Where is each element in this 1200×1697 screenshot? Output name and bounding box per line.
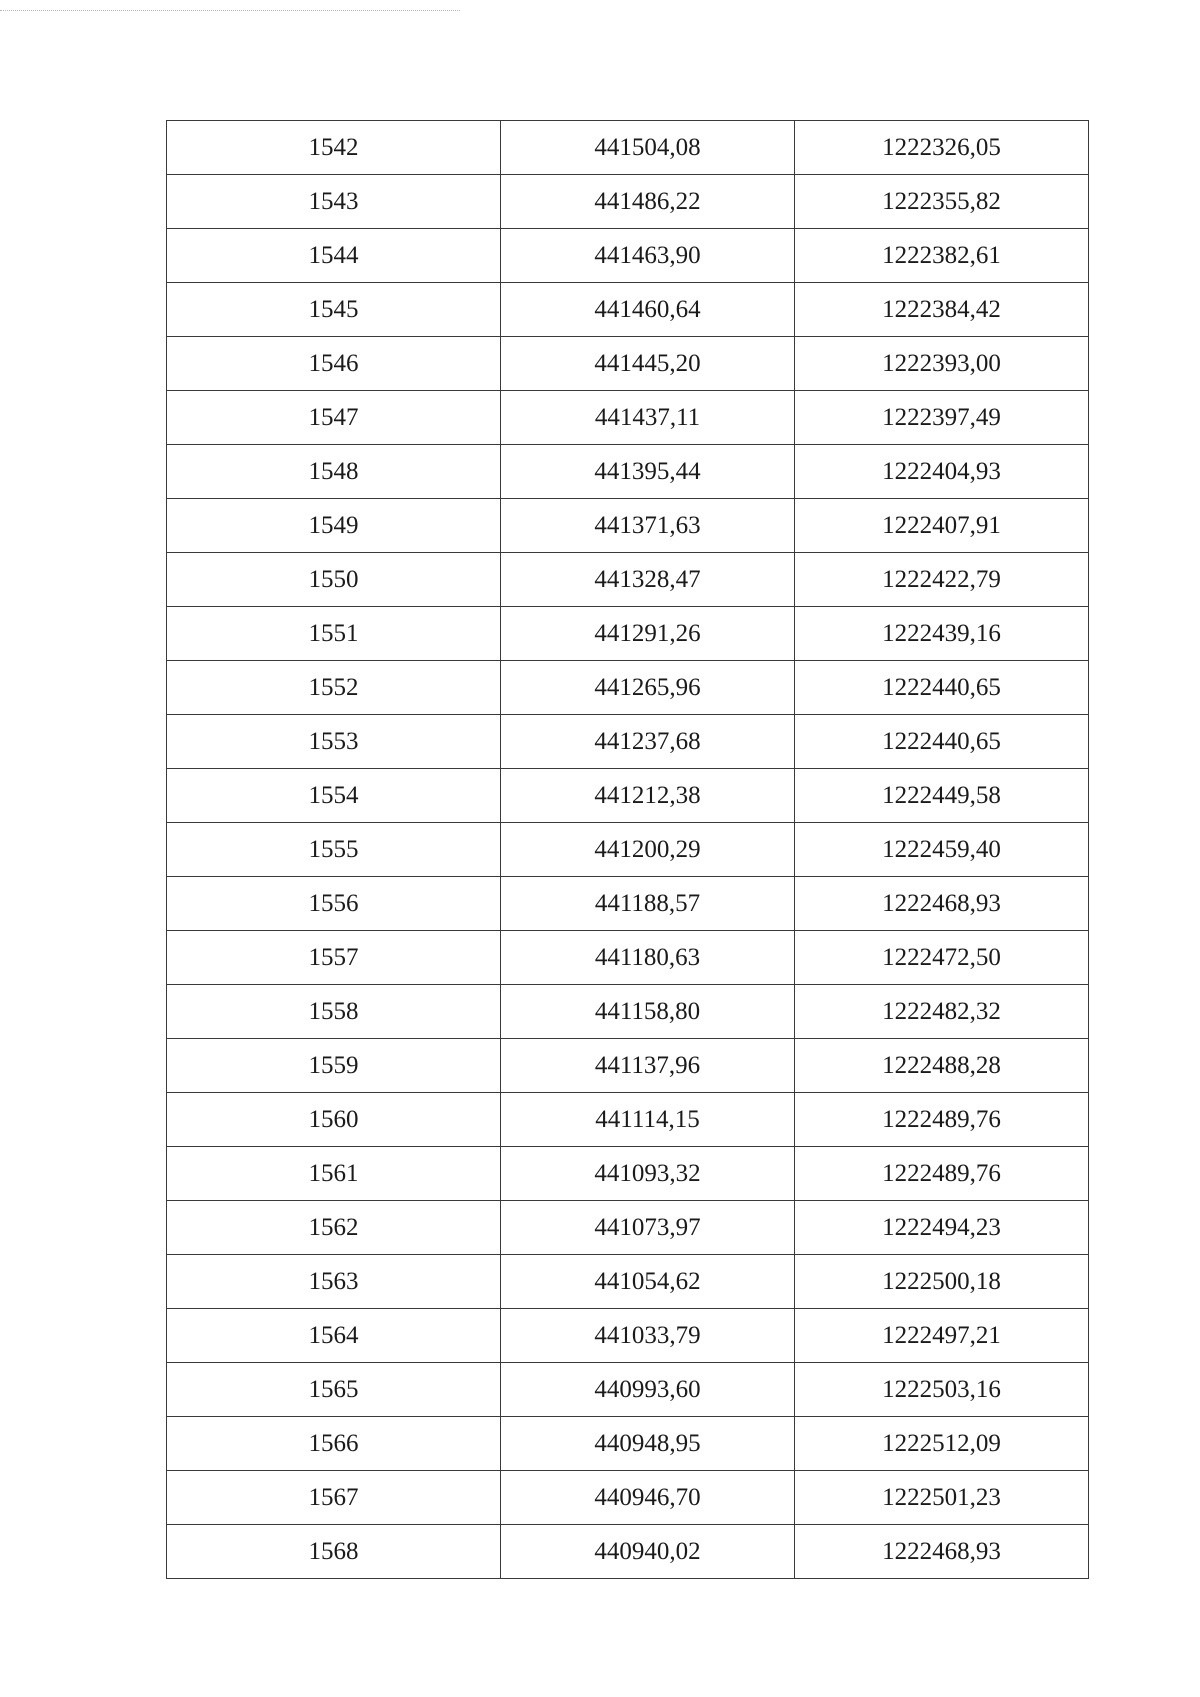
- x-coordinate-cell: 440940,02: [501, 1525, 795, 1579]
- table-row: [167, 931, 1089, 985]
- table-row: [167, 175, 1089, 229]
- table-row: [167, 553, 1089, 607]
- y-coordinate-cell: 1222440,65: [795, 661, 1089, 715]
- point-number-cell: 1542: [167, 121, 501, 175]
- table-row: [167, 391, 1089, 445]
- point-number-cell: 1548: [167, 445, 501, 499]
- x-coordinate-cell: 441395,44: [501, 445, 795, 499]
- y-coordinate-cell: 1222449,58: [795, 769, 1089, 823]
- y-coordinate-cell: 1222500,18: [795, 1255, 1089, 1309]
- y-coordinate-cell: 1222489,76: [795, 1093, 1089, 1147]
- y-coordinate-cell: 1222422,79: [795, 553, 1089, 607]
- x-coordinate-cell: 441265,96: [501, 661, 795, 715]
- point-number-cell: 1564: [167, 1309, 501, 1363]
- table-row: [167, 1093, 1089, 1147]
- table-row: [167, 1309, 1089, 1363]
- y-coordinate-cell: 1222482,32: [795, 985, 1089, 1039]
- point-number-cell: 1543: [167, 175, 501, 229]
- table-row: [167, 985, 1089, 1039]
- x-coordinate-cell: 441114,15: [501, 1093, 795, 1147]
- x-coordinate-cell: 441371,63: [501, 499, 795, 553]
- x-coordinate-cell: 441486,22: [501, 175, 795, 229]
- table-row: [167, 715, 1089, 769]
- x-coordinate-cell: 441504,08: [501, 121, 795, 175]
- point-number-cell: 1550: [167, 553, 501, 607]
- x-coordinate-cell: 441212,38: [501, 769, 795, 823]
- x-coordinate-cell: 441073,97: [501, 1201, 795, 1255]
- x-coordinate-cell: 441158,80: [501, 985, 795, 1039]
- table-row: [167, 1471, 1089, 1525]
- point-number-cell: 1547: [167, 391, 501, 445]
- table-row: [167, 229, 1089, 283]
- point-number-cell: 1568: [167, 1525, 501, 1579]
- point-number-cell: 1559: [167, 1039, 501, 1093]
- y-coordinate-cell: 1222501,23: [795, 1471, 1089, 1525]
- point-number-cell: 1557: [167, 931, 501, 985]
- table-row: [167, 337, 1089, 391]
- table-row: [167, 1255, 1089, 1309]
- y-coordinate-cell: 1222468,93: [795, 1525, 1089, 1579]
- y-coordinate-cell: 1222468,93: [795, 877, 1089, 931]
- point-number-cell: 1562: [167, 1201, 501, 1255]
- table-row: [167, 823, 1089, 877]
- point-number-cell: 1554: [167, 769, 501, 823]
- table-row: [167, 283, 1089, 337]
- x-coordinate-cell: 441437,11: [501, 391, 795, 445]
- y-coordinate-cell: 1222512,09: [795, 1417, 1089, 1471]
- x-coordinate-cell: 441445,20: [501, 337, 795, 391]
- y-coordinate-cell: 1222326,05: [795, 121, 1089, 175]
- table-row: [167, 607, 1089, 661]
- x-coordinate-cell: 441328,47: [501, 553, 795, 607]
- x-coordinate-cell: 441137,96: [501, 1039, 795, 1093]
- y-coordinate-cell: 1222488,28: [795, 1039, 1089, 1093]
- table-row: [167, 661, 1089, 715]
- table-row: [167, 1147, 1089, 1201]
- x-coordinate-cell: 441460,64: [501, 283, 795, 337]
- y-coordinate-cell: 1222459,40: [795, 823, 1089, 877]
- x-coordinate-cell: 441054,62: [501, 1255, 795, 1309]
- table-row: [167, 499, 1089, 553]
- x-coordinate-cell: 441180,63: [501, 931, 795, 985]
- x-coordinate-cell: 440993,60: [501, 1363, 795, 1417]
- table-row: [167, 1039, 1089, 1093]
- y-coordinate-cell: 1222440,65: [795, 715, 1089, 769]
- table-row: [167, 1417, 1089, 1471]
- y-coordinate-cell: 1222382,61: [795, 229, 1089, 283]
- table-row: [167, 121, 1089, 175]
- coordinates-table: [166, 120, 1089, 1579]
- y-coordinate-cell: 1222393,00: [795, 337, 1089, 391]
- point-number-cell: 1565: [167, 1363, 501, 1417]
- point-number-cell: 1556: [167, 877, 501, 931]
- x-coordinate-cell: 441291,26: [501, 607, 795, 661]
- table-row: [167, 877, 1089, 931]
- point-number-cell: 1558: [167, 985, 501, 1039]
- x-coordinate-cell: 441033,79: [501, 1309, 795, 1363]
- point-number-cell: 1545: [167, 283, 501, 337]
- point-number-cell: 1555: [167, 823, 501, 877]
- y-coordinate-cell: 1222404,93: [795, 445, 1089, 499]
- point-number-cell: 1560: [167, 1093, 501, 1147]
- point-number-cell: 1563: [167, 1255, 501, 1309]
- x-coordinate-cell: 440948,95: [501, 1417, 795, 1471]
- point-number-cell: 1544: [167, 229, 501, 283]
- point-number-cell: 1566: [167, 1417, 501, 1471]
- x-coordinate-cell: 441463,90: [501, 229, 795, 283]
- coordinates-table-body: [167, 121, 1089, 1579]
- x-coordinate-cell: 440946,70: [501, 1471, 795, 1525]
- point-number-cell: 1553: [167, 715, 501, 769]
- x-coordinate-cell: 441200,29: [501, 823, 795, 877]
- y-coordinate-cell: 1222439,16: [795, 607, 1089, 661]
- point-number-cell: 1552: [167, 661, 501, 715]
- scan-edge-line: [0, 10, 460, 11]
- point-number-cell: 1561: [167, 1147, 501, 1201]
- y-coordinate-cell: 1222397,49: [795, 391, 1089, 445]
- x-coordinate-cell: 441188,57: [501, 877, 795, 931]
- y-coordinate-cell: 1222489,76: [795, 1147, 1089, 1201]
- table-row: [167, 769, 1089, 823]
- point-number-cell: 1551: [167, 607, 501, 661]
- point-number-cell: 1567: [167, 1471, 501, 1525]
- table-row: [167, 1201, 1089, 1255]
- y-coordinate-cell: 1222497,21: [795, 1309, 1089, 1363]
- x-coordinate-cell: 441093,32: [501, 1147, 795, 1201]
- y-coordinate-cell: 1222384,42: [795, 283, 1089, 337]
- table-row: [167, 1525, 1089, 1579]
- point-number-cell: 1549: [167, 499, 501, 553]
- y-coordinate-cell: 1222407,91: [795, 499, 1089, 553]
- y-coordinate-cell: 1222503,16: [795, 1363, 1089, 1417]
- y-coordinate-cell: 1222494,23: [795, 1201, 1089, 1255]
- point-number-cell: 1546: [167, 337, 501, 391]
- table-row: [167, 445, 1089, 499]
- table-row: [167, 1363, 1089, 1417]
- y-coordinate-cell: 1222355,82: [795, 175, 1089, 229]
- y-coordinate-cell: 1222472,50: [795, 931, 1089, 985]
- x-coordinate-cell: 441237,68: [501, 715, 795, 769]
